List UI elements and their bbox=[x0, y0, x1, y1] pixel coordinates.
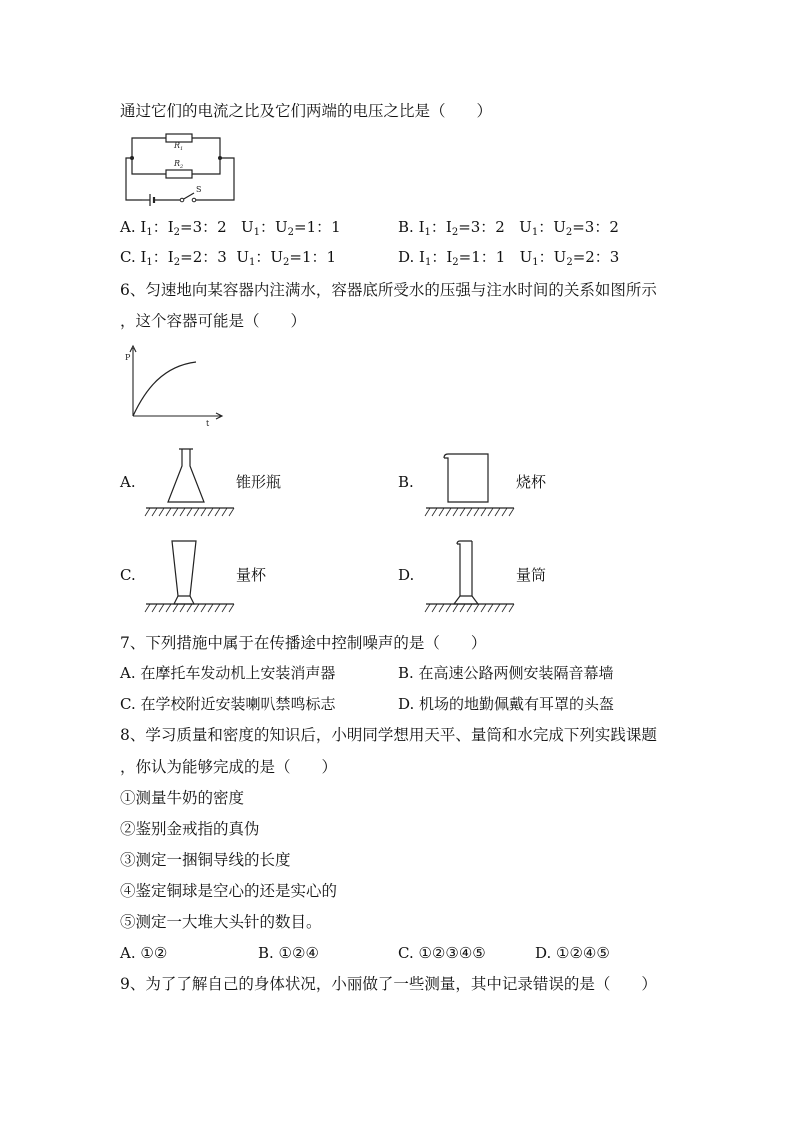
q6-option-a-letter: A. bbox=[120, 473, 136, 491]
r2-label: $R_2$ bbox=[174, 159, 184, 170]
q6-option-a-label: 锥形瓶 bbox=[236, 473, 282, 491]
q5-option-d: D. $I_1$：$I_2=1$：1 $U_1$：$U_2=2$：3 bbox=[398, 248, 620, 268]
conical-flask-icon bbox=[144, 446, 236, 518]
q5-stem: 通过它们的电流之比及它们两端的电压之比是（ ） bbox=[120, 102, 493, 120]
q9-stem: 9、为了了解自己的身体状况，小丽做了一些测量，其中记录错误的是（ ） bbox=[120, 975, 657, 993]
q8-item-1: ①测量牛奶的密度 bbox=[120, 789, 245, 807]
q5-option-b: B. $I_1$：$I_2=3$：2 $U_1$：$U_2=3$：2 bbox=[398, 218, 619, 238]
q6-option-c-letter: C. bbox=[120, 566, 136, 584]
switch-label: S bbox=[196, 185, 202, 194]
q8-item-4: ④鉴定铜球是空心的还是实心的 bbox=[120, 882, 338, 900]
q5-option-a: A. $I_1$：$I_2=3$：2 $U_1$：$U_2=1$：1 bbox=[120, 218, 341, 238]
resistor-r2 bbox=[166, 170, 192, 178]
q8-option-a: A. ①② bbox=[120, 944, 168, 962]
q5-circuit-diagram bbox=[122, 132, 242, 204]
q8-option-c: C. ①②③④⑤ bbox=[398, 944, 486, 962]
q8-option-b: B. ①②④ bbox=[258, 944, 319, 962]
q8-stem-line2: ，你认为能够完成的是（ ） bbox=[120, 758, 338, 776]
q8-item-5: ⑤测定一大堆大头针的数目。 bbox=[120, 913, 322, 931]
r1-label: $R_1$ bbox=[174, 141, 184, 152]
q6-option-b-letter: B. bbox=[398, 473, 414, 491]
q8-option-d: D. ①②④⑤ bbox=[535, 944, 610, 962]
graph-x-label: t bbox=[206, 419, 210, 428]
q6-option-d-label: 量筒 bbox=[516, 566, 547, 584]
q7-option-b: B. 在高速公路两侧安装隔音幕墙 bbox=[398, 664, 614, 682]
graduated-cylinder-icon bbox=[424, 538, 516, 616]
q6-stem-line2: ，这个容器可能是（ ） bbox=[120, 312, 307, 330]
q6-pressure-time-graph bbox=[124, 344, 224, 428]
measuring-cup-icon bbox=[144, 538, 236, 616]
graph-y-label: P bbox=[125, 353, 131, 362]
q8-item-2: ②鉴别金戒指的真伪 bbox=[120, 820, 260, 838]
q6-stem-line1: 6、匀速地向某容器内注满水，容器底所受水的压强与注水时间的关系如图所示 bbox=[120, 281, 657, 299]
q5-option-c: C. $I_1$：$I_2=2$：3 $U_1$：$U_2=1$：1 bbox=[120, 248, 337, 268]
q6-option-d-letter: D. bbox=[398, 566, 415, 584]
q8-item-3: ③测定一捆铜导线的长度 bbox=[120, 851, 291, 869]
q6-option-c-label: 量杯 bbox=[236, 566, 267, 584]
beaker-icon bbox=[424, 446, 516, 518]
q8-stem-line1: 8、学习质量和密度的知识后，小明同学想用天平、量筒和水完成下列实践课题 bbox=[120, 726, 657, 744]
q7-option-c: C. 在学校附近安装喇叭禁鸣标志 bbox=[120, 695, 336, 713]
q7-stem: 7、下列措施中属于在传播途中控制噪声的是（ ） bbox=[120, 634, 487, 652]
pressure-curve bbox=[133, 362, 196, 416]
q7-option-a: A. 在摩托车发动机上安装消声器 bbox=[120, 664, 336, 682]
q7-option-d: D. 机场的地勤佩戴有耳罩的头盔 bbox=[398, 695, 615, 713]
q6-option-b-label: 烧杯 bbox=[516, 473, 547, 491]
